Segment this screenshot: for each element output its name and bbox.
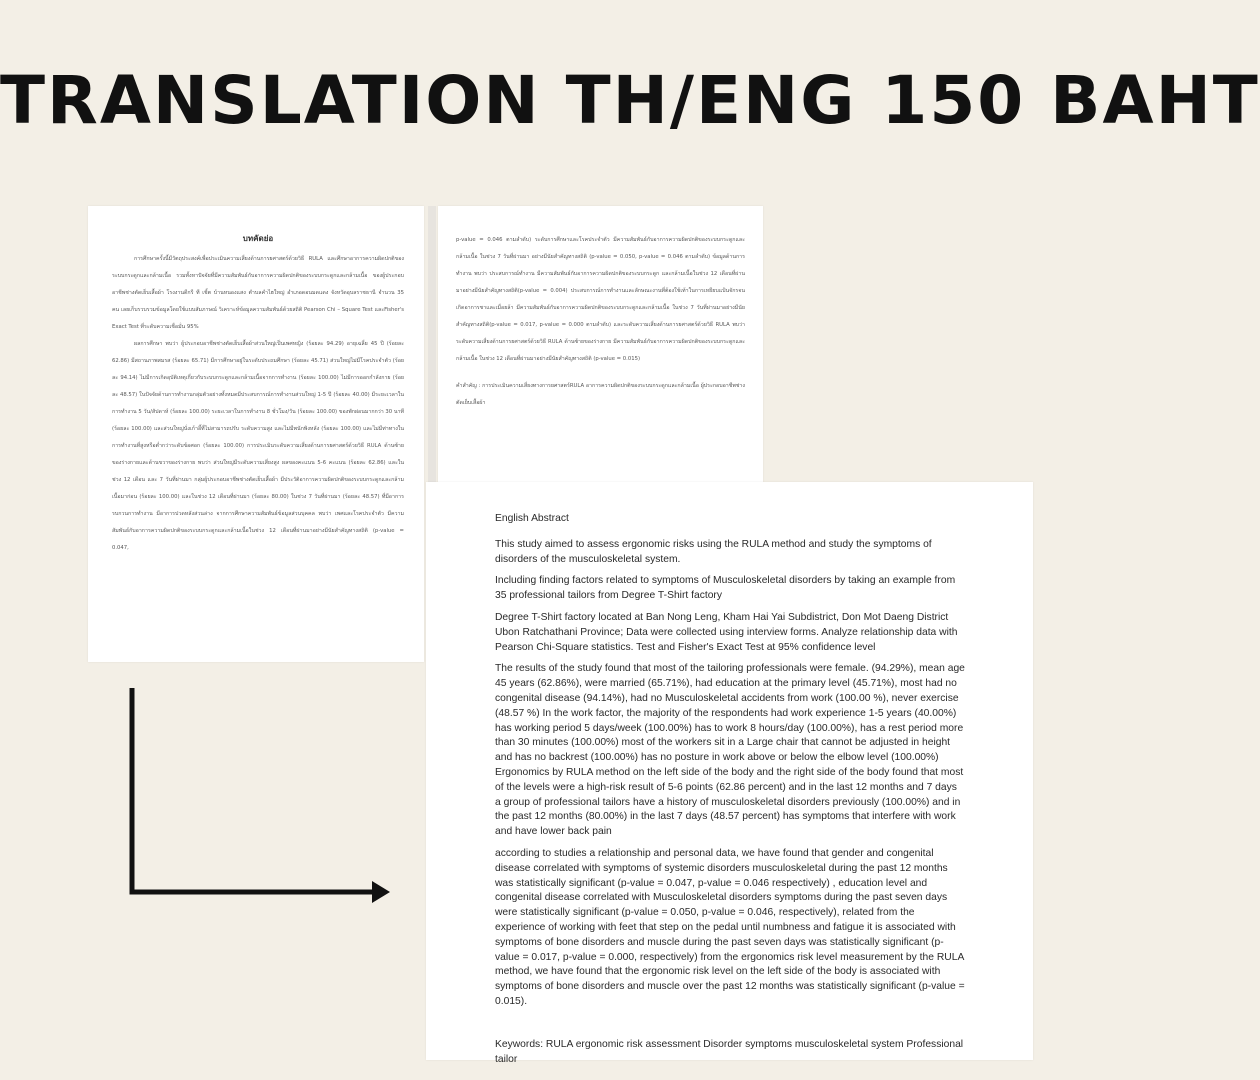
page-headline: TRANSLATION TH/ENG 150 BAHT bbox=[0, 62, 1260, 139]
right-angle-arrow-icon bbox=[120, 680, 400, 910]
thai-abstract-page-2 bbox=[438, 206, 763, 483]
english-abstract-paragraph: This study aimed to assess ergonomic risks using the RULA method and study the symptoms of disorders of the musculoskeletal system. bbox=[495, 538, 932, 565]
thai-abstract-page-1 bbox=[88, 206, 424, 662]
thai-abstract-paragraph: ผลการศึกษา พบว่า ผู้ประกอบอาชีพช่างตัดเย็บเสื้อผ้าส่วนใหญ่เป็นเพศหญิง (ร้อยละ 94.29) อายุเฉลี่ย 45 ปี (ร้อยละ 62.86) มีสถานภาพสมรส (ร้อยละ 65.71) มีการศึกษาอยู่ในระดับประถมศึกษา (ร้อยละ 45.71) ส่วนใหญ่ไม่มีโรคประจำตัว (ร้อยละ 94.14) ไม่มีการเกิดอุบัติเหตุเกี่ยวกับระบบกระดูกและกล้ามเนื้อจากการทำงาน (ร้อยละ 100.00) ไม่มีการออกกำลังกาย (ร้อยละ 48.57) ในปัจจัยด้านการทำงานกลุ่มตัวอย่างทั้งหมดมีประสบการณ์การทำงานส่วนใหญ่ 1-5 ปี (ร้อยละ 40.00) มีระยะเวลาในการทำงาน 5 วัน/สัปดาห์ (ร้อยละ 100.00) ระยะเวลาในการทำงาน 8 ชั่วโมง/วัน (ร้อยละ 100.00) ของพักผ่อนมากกว่า 30 นาที (ร้อยละ 100.00) และส่วนใหญ่นั่งเก้าอี้ที่ไม่สามารถปรับ ระดับความสูง และไม่มีพนักพิงหลัง (ร้อยละ 100.00) และไม่มีท่าทางในการทำงานที่สูงหรือต่ำกว่าระดับข้อศอก (ร้อยละ 100.00) การประเมินระดับความเสี่ยงด้านการยศาสตร์ด้วยวิธี RULA ด้านซ้ายของร่างกายและด้านขวาของร่างกาย พบว่า ส่วนใหญ่มีระดับความเสี่ยงสูง ผลของคะแนน 5-6 คะแนน (ร้อยละ 62.86) และในช่วง 12 เดือน และ 7 วันที่ผ่านมา กลุ่มผู้ประกอบอาชีพช่างตัดเย็บเสื้อผ้า มีประวัติอาการความผิดปกติของระบบกระดูกและกล้ามเนื้อมาก่อน (ร้อยละ 100.00) และในช่วง 12 เดือนที่ผ่านมา (ร้อยละ 80.00) ในช่วง 7 วันที่ผ่านมา (ร้อยละ 48.57) ที่มีอาการรบกวนการทำงาน มีอาการปวดหลังส่วนล่าง จากการศึกษาความสัมพันธ์ข้อมูลส่วนบุคคล พบว่า เพศและโรคประจำตัว มีความสัมพันธ์กับอาการความผิดปกติของระบบกระดูกและกล้ามเนื้อในช่วง 12 เดือนที่ผ่านมาอย่างมีนัยสำคัญทางสถิติ (p-value = 0.047, bbox=[112, 341, 404, 551]
english-abstract-paragraph: Including finding factors related to symptoms of Musculoskeletal disorders by taking an example from 35 professional tailors from Degree T-Shirt factory bbox=[495, 575, 956, 602]
english-abstract-page bbox=[426, 482, 1033, 1065]
english-abstract-paragraph: The results of the study found that most of the tailoring professionals were female. (94.29%), mean age 45 years (62.86%), were married (65.71%), had education at the primary level (45.71%), most had no congenital disease (94.14%), had no Musculoskeletal accidents from work (100.00 %), never exercise (48.57 %) In the work factor, the majority of the respondents had work experience 1-5 years (40.00%) has working period 5 days/week (100.00%) has to work 8 hours/day (100.00%), has a rest period more than 30 minutes (100.00%) most of the workers sit in a Large chair that cannot be adjusted in height and has no backrest (100.00%) has no posture in work above or below the elbow level (100.00%) Ergonomics by RULA method on the left side of the body and the right side of the body found that most of the levels were a high-risk result of 5-6 points (62.86 percent) and in the last 12 months and 7 days a group of professional tailors have a history of musculoskeletal disorders previously (100.00%) and in the past 12 months (80.00%) in the last 7 days (48.57 percent) has symptoms that interfere with work and have lower back pain bbox=[495, 663, 965, 838]
thai-keywords: คำสำคัญ : การประเมินความเสี่ยงทางการยศาสตร์RULA อาการความผิดปกติของระบบกระดูกและกล้ามเนื้อ ผู้ประกอบอาชีพช่างตัดเย็บเสื้อผ้า bbox=[456, 383, 745, 406]
english-abstract-title: English Abstract bbox=[495, 513, 569, 524]
thai-abstract-title: บทคัดย่อ bbox=[242, 234, 274, 243]
english-abstract-paragraph: according to studies a relationship and personal data, we have found that gender and congenital disease correlated with symptoms of systemic disorders musculoskeletal during the past 12 months was statistically significant (p-value = 0.047, p-value = 0.046 respectively) , education level and congenital disease correlated with Musculoskeletal disorders symptoms during the past seven days were statistically significant (p-value = 0.050, p-value = 0.046, respectively), related from the experience of working with feet that step on the pedal until numbness and fatigue it is associated with symptoms of bone disorders and muscle during the past seven days was statistically significant (p-value = 0.017, p-value = 0.000, respectively) from the ergonomics risk level measurement by the RULA method, we have found that the ergonomic risk level on the left side of the body is associated with symptoms of bone disorders and muscle over the past 12 months was statistically significant (p-value = 0.015). bbox=[495, 847, 965, 1007]
thai-abstract-paragraph: การศึกษาครั้งนี้มีวัตถุประสงค์เพื่อประเมินความเสี่ยงด้านการยศาสตร์ด้วยวิธี RULA และศึกษาอาการความผิดปกติของระบบกระดูกและกล้ามเนื้อ รวมทั้งหาปัจจัยที่มีความสัมพันธ์กับอาการความผิดปกติของระบบกระดูกและกล้ามเนื้อ ของผู้ประกอบอาชีพช่างตัดเย็บเสื้อผ้า โรงงานดีกรี ที เชิ้ต บ้านหนองแสง ตำบลคำไฮใหญ่ อำเภอดอนมดแดง จังหวัดอุบลราชธานี จำนวน 35 คน เลยเก็บรวบรวมข้อมูลโดยใช้แบบสัมภาษณ์ วิเคราะห์ข้อมูลความสัมพันธ์ด้วยสถิติ Pearson Chi – Square Test และFisher's Exact Test ที่ระดับความเชื่อมั่น 95% bbox=[112, 256, 404, 330]
thai-abstract-paragraph: p-value = 0.046 ตามลำดับ) ระดับการศึกษาและโรคประจำตัว มีความสัมพันธ์กับอาการความผิดปกติของระบบกระดูกและกล้ามเนื้อ ในช่วง 7 วันที่ผ่านมา อย่างมีนัยสำคัญทางสถิติ (p-value = 0.050, p-value = 0.046 ตามลำดับ) ข้อมูลด้านการทำงาน พบว่า ประสบการณ์ทำงาน มีความสัมพันธ์กับอาการความผิดปกติของระบบกระดูก และกล้ามเนื้อในช่วง 12 เดือนที่ผ่านมาอย่างมีนัยสำคัญทางสถิติ(p-value = 0.004) ประสบการณ์การทำงานและลักษณะงานที่ต้องใช้เท้าในการเหยียบแป้นจักรจนเกิดอาการชาและเมื่อยล้า มีความสัมพันธ์กับอาการความผิดปกติของระบบกระดูกและกล้ามเนื้อ ในช่วง 7 วันที่ผ่านมาอย่างมีนัยสำคัญทางสถิติ(p-value = 0.017, p-value = 0.000 ตามลำดับ) และระดับความเสี่ยงด้านการยศาสตร์ด้วยวิธี RULA พบว่า ระดับความเสี่ยงด้านการยศาสตร์ด้วยวิธี RULA ด้านซ้ายของร่างกาย มีความสัมพันธ์กับอาการความผิดปกติของระบบกระดูกและกล้ามเนื้อ ในช่วง 12 เดือนที่ผ่านมาอย่างมีนัยสำคัญทางสถิติ (p-value = 0.015) bbox=[456, 237, 745, 362]
english-abstract-paragraph: Degree T-Shirt factory located at Ban Nong Leng, Kham Hai Yai Subdistrict, Don Mot Daeng District Ubon Ratchathani Province; Data were collected using interview forms. Analyze relationship data with Pearson Chi-Square statistics. Test and Fisher's Exact Test at 95% confidence level bbox=[495, 611, 958, 653]
english-keywords: Keywords: RULA ergonomic risk assessment Disorder symptoms musculoskeletal system Professional tailor bbox=[495, 1038, 964, 1065]
